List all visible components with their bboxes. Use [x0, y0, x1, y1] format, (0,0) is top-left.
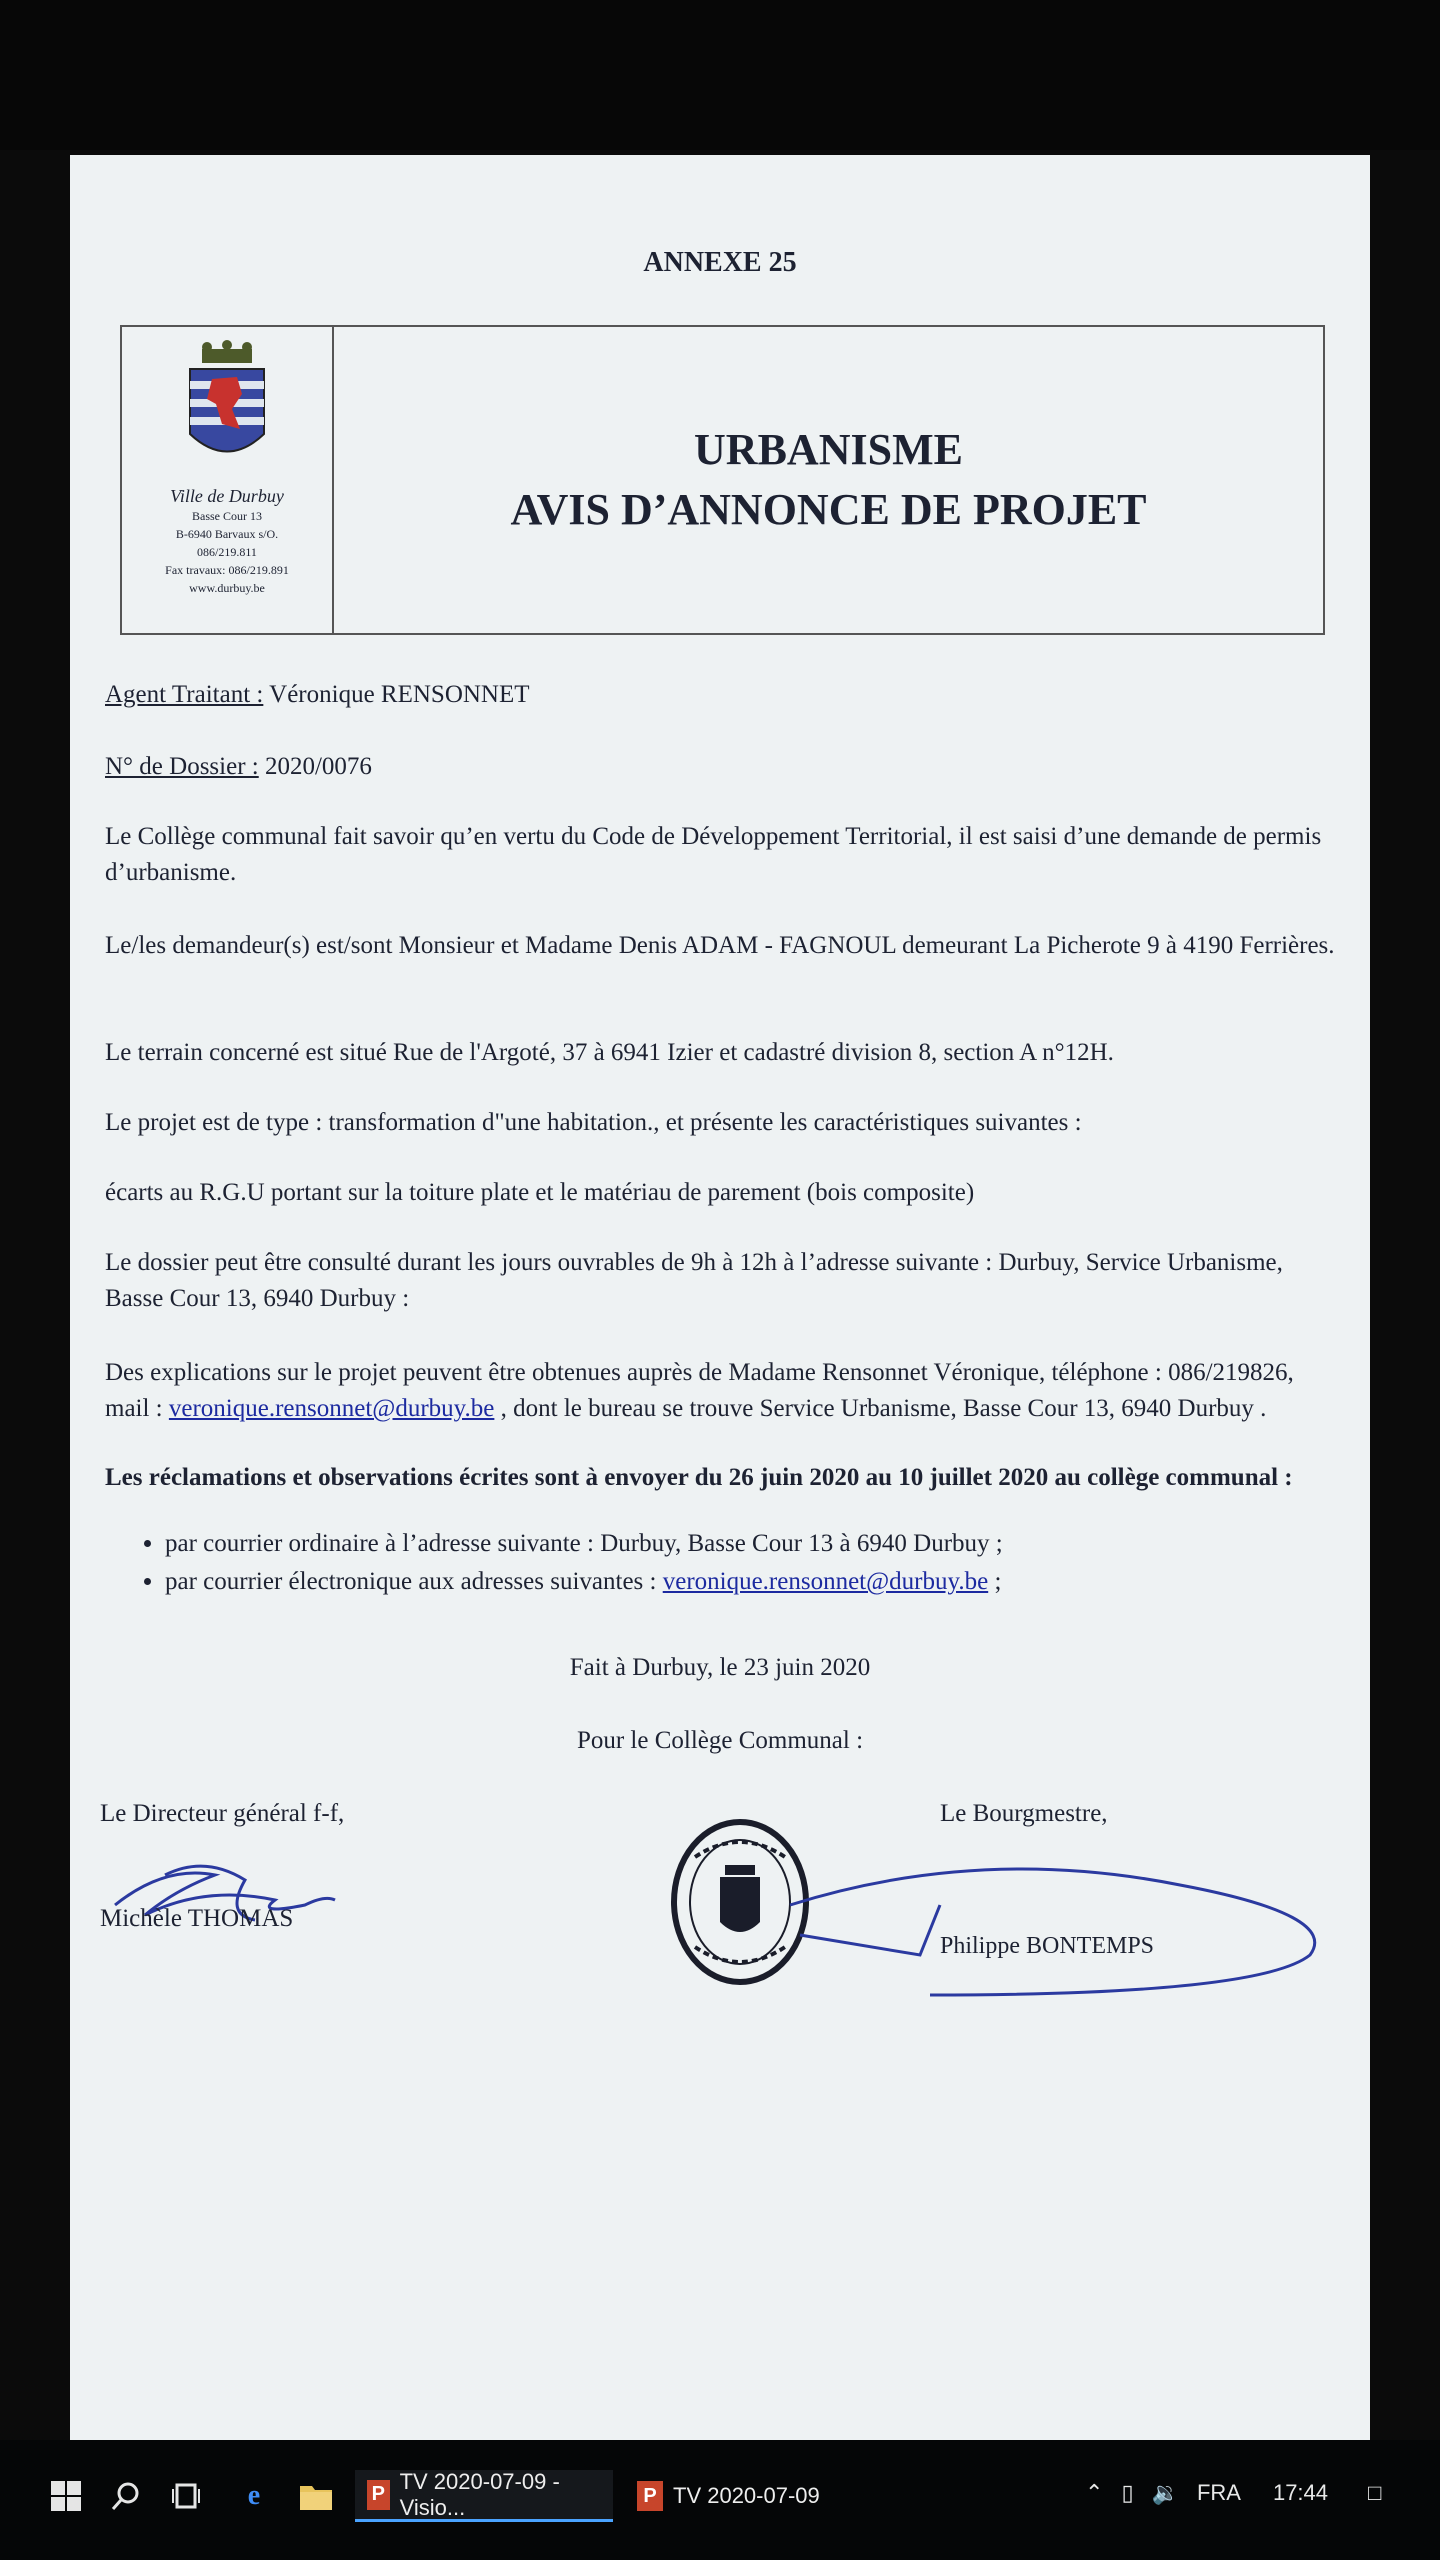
agent-value: Véronique RENSONNET: [263, 681, 530, 708]
notifications-icon[interactable]: □: [1368, 2480, 1382, 2505]
dossier-label: N° de Dossier :: [105, 753, 259, 780]
paragraph-project-type: Le projet est de type : transformation d"une habitation., et présente les caractéristiques suivantes :: [105, 1109, 1082, 1136]
bullet-text: par courrier électronique aux adresses suivantes :: [165, 1568, 663, 1595]
file-explorer-icon[interactable]: [298, 2478, 334, 2514]
taskbar-item-powerpoint[interactable]: [625, 2470, 885, 2522]
taskbar-item-label: TV 2020-07-09: [673, 2483, 820, 2508]
town-phone: 086/219.811: [197, 545, 257, 559]
clock[interactable]: 17:44: [1272, 2480, 1329, 2505]
dossier-value: 2020/0076: [258, 753, 372, 780]
system-tray: [1085, 2480, 1381, 2506]
chevron-up-icon[interactable]: ⌃: [1085, 2480, 1104, 2505]
list-item: [165, 1563, 1365, 1601]
agent-label: Agent Traitant :: [105, 681, 264, 708]
paragraph-claims: Les réclamations et observations écrites sont à envoyer du 26 juin 2020 au 10 juillet 2020 au collège communal :: [105, 1464, 1293, 1491]
paragraph-consultation: Le dossier peut être consulté durant les jours ouvrables de 9h à 12h à l’adresse suivante : Durbuy, Service Urbanisme, Basse Cour 13, 6940 Durbuy :: [105, 1249, 1283, 1312]
battery-icon[interactable]: ▯: [1121, 2480, 1134, 2505]
mayor-name: Philippe BONTEMPS: [940, 1933, 1155, 1959]
taskbar-item-label: TV 2020-07-09 - Visio...: [399, 2468, 560, 2520]
claims-email-link[interactable]: veronique.rensonnet@durbuy.be: [662, 1568, 989, 1595]
date-place: Fait à Durbuy, le 23 juin 2020: [569, 1654, 871, 1681]
town-address-line: Basse Cour 13: [192, 509, 262, 523]
town-logo-block: [122, 327, 334, 633]
bullet-text-end: ;: [988, 1568, 1002, 1595]
claims-methods-list: [125, 1525, 1365, 1601]
taskbar-row: [0, 2470, 1440, 2520]
windows-taskbar: [0, 2440, 1440, 2560]
title-line-1: URBANISME: [694, 425, 963, 474]
dossier-line: [105, 749, 1335, 785]
language-indicator[interactable]: FRA: [1196, 2480, 1241, 2505]
powerpoint-icon: P: [367, 2480, 390, 2510]
paragraph-deviations: écarts au R.G.U portant sur la toiture plate et le matériau de parement (bois composite): [105, 1179, 975, 1206]
windows-start-icon[interactable]: [48, 2478, 84, 2514]
volume-icon[interactable]: 🔉: [1151, 2480, 1179, 2505]
document-page: [70, 155, 1370, 2440]
town-website: www.durbuy.be: [189, 581, 265, 595]
contact-text-end: , dont le bureau se trouve Service Urbanisme, Basse Cour 13, 6940 Durbuy .: [494, 1395, 1267, 1422]
paragraph-college: Le Collège communal fait savoir qu’en vertu du Code de Développement Territorial, il est saisi d’une demande de permis d’urbanisme.: [105, 823, 1322, 886]
screen-bezel: [0, 0, 1440, 150]
paragraph-contact: [105, 1355, 1335, 1427]
for-college: Pour le Collège Communal :: [576, 1727, 864, 1754]
edge-browser-icon[interactable]: e: [247, 2480, 261, 2511]
durbuy-crest-icon: [182, 339, 272, 479]
town-fax: Fax travaux: 086/219.891: [165, 563, 289, 577]
taskbar-item-powerpoint-visio[interactable]: [355, 2470, 613, 2522]
powerpoint-icon: P: [637, 2481, 663, 2511]
list-item: • par courrier ordinaire à l’adresse suivante : Durbuy, Basse Cour 13 à 6940 Durbuy ;: [165, 1525, 1365, 1563]
paragraph-applicants: Le/les demandeur(s) est/sont Monsieur et Madame Denis ADAM - FAGNOUL demeurant La Picherote 9 à 4190 Ferrières.: [105, 932, 1335, 959]
annex-label: ANNEXE 25: [643, 247, 797, 278]
search-icon[interactable]: [108, 2478, 144, 2514]
director-name: Michèle THOMAS: [100, 1905, 294, 1932]
header-title-block: [334, 327, 1323, 633]
title-line-2: AVIS D’ANNONCE DE PROJET: [510, 485, 1147, 534]
header-box: [120, 325, 1325, 635]
paragraph-terrain: Le terrain concerné est situé Rue de l'Argoté, 37 à 6941 Izier et cadastré division 8, section A n°12H.: [105, 1039, 1114, 1066]
director-title: Le Directeur général f-f,: [100, 1800, 345, 1827]
agent-line: [105, 677, 1335, 713]
contact-text: Des explications sur le projet peuvent être obtenues auprès de Madame Rensonnet Véronique, téléphone : 086/219826, mail :: [105, 1359, 1294, 1422]
mayor-title: Le Bourgmestre,: [940, 1800, 1108, 1827]
town-name: Ville de Durbuy: [170, 486, 284, 506]
town-address-line: B-6940 Barvaux s/O.: [175, 527, 279, 541]
contact-email-link[interactable]: veronique.rensonnet@durbuy.be: [168, 1395, 495, 1422]
task-view-icon[interactable]: [168, 2478, 204, 2514]
